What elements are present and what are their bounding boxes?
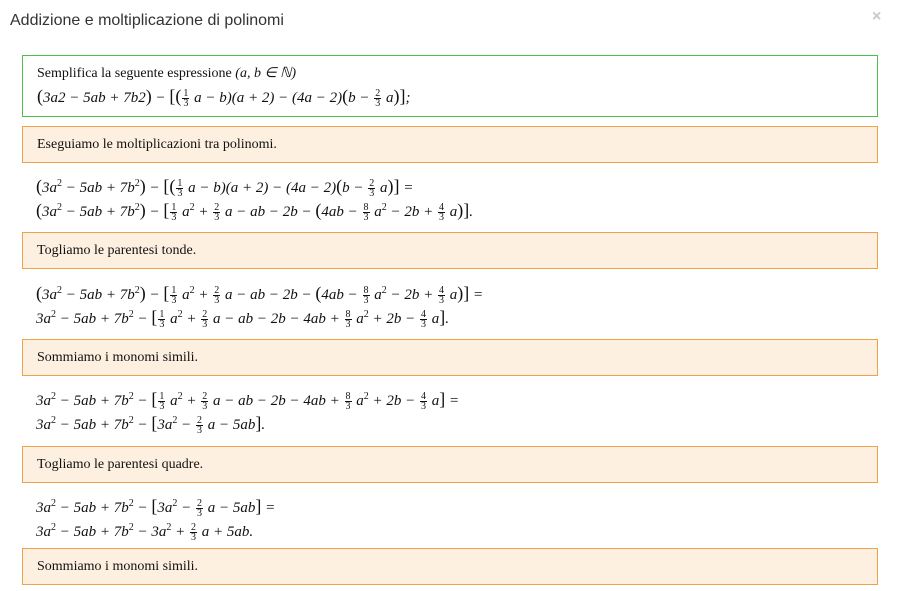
- step-math-4: $3a^2 - 5ab + 7b^2 - [3a^2$ − $\frac{2}{3}$ a − 5ab] = $3a^2 - 5ab + 7b^2 - 3a^2$ + $\frac{2}{3}$ a + 5ab.: [36, 496, 276, 544]
- step-label-2: Togliamo le parentesi tonde.: [37, 243, 197, 258]
- problem-box: [22, 55, 878, 117]
- step-label-5: Sommiamo i monomi simili.: [37, 559, 199, 574]
- dialog-title: Addizione e moltiplicazione di polinomi: [10, 12, 284, 29]
- problem-domain: (a, b ∈ ℕ): [235, 66, 297, 81]
- step-box-3: [22, 339, 878, 376]
- step-box-1: [22, 126, 878, 163]
- step-box-4: [22, 446, 878, 483]
- problem-prompt-line: [37, 65, 863, 83]
- step-math-2: $(3a^2 - 5ab + 7b^2)$ − [ $\frac{1}{3}$ $a^2$ + $\frac{2}{3}$ a − ab − 2b − (4ab − $\frac{8}{3}$ $a^2 - 2b$ + $\frac{4}{3}$ a)] = $3a^2 - 5ab + 7b^2$ − [ $\frac{1}{3}$ $a^2$ + $\frac{2}{3}$ a − ab − 2b − 4ab + $\frac{8}{3}$ $a^2 + 2b$ − $\frac{4}{3}$ a].: [36, 283, 484, 331]
- problem-expression: (3a2 − 5ab + 7b2) − [( $\frac{1}{3}$ a − b)(a + 2) − (4a − 2)(b − $\frac{2}{3}$ a)];: [37, 86, 411, 110]
- step-box-5: [22, 548, 878, 585]
- step-math-3: $3a^2 - 5ab + 7b^2$ − [ $\frac{1}{3}$ $a^2$ + $\frac{2}{3}$ a − ab − 2b − 4ab + $\frac{8}{3}$ $a^2 + 2b$ − $\frac{4}{3}$ a] = $3a^2 - 5ab + 7b^2 - [3a^2$ − $\frac{2}{3}$ a − 5ab].: [36, 389, 460, 437]
- step-box-2: [22, 232, 878, 269]
- step-math-1: $(3a^2 - 5ab + 7b^2)$ − [( $\frac{1}{3}$ a − b)(a + 2) − (4a − 2)(b − $\frac{2}{3}$ a)] = $(3a^2 - 5ab + 7b^2)$ − [ $\frac{1}{3}$ $a^2$ + $\frac{2}{3}$ a − ab − 2b − (4ab − $\frac{8}{3}$ $a^2 - 2b$ + $\frac{4}{3}$ a)].: [36, 176, 473, 224]
- close-icon[interactable]: ×: [872, 8, 882, 25]
- step-label-3: Sommiamo i monomi simili.: [37, 350, 199, 365]
- problem-prompt: Semplifica la seguente espressione: [37, 66, 232, 81]
- step-label-4: Togliamo le parentesi quadre.: [37, 457, 204, 472]
- step-label-1: Eseguiamo le moltiplicazioni tra polinomi.: [37, 137, 277, 152]
